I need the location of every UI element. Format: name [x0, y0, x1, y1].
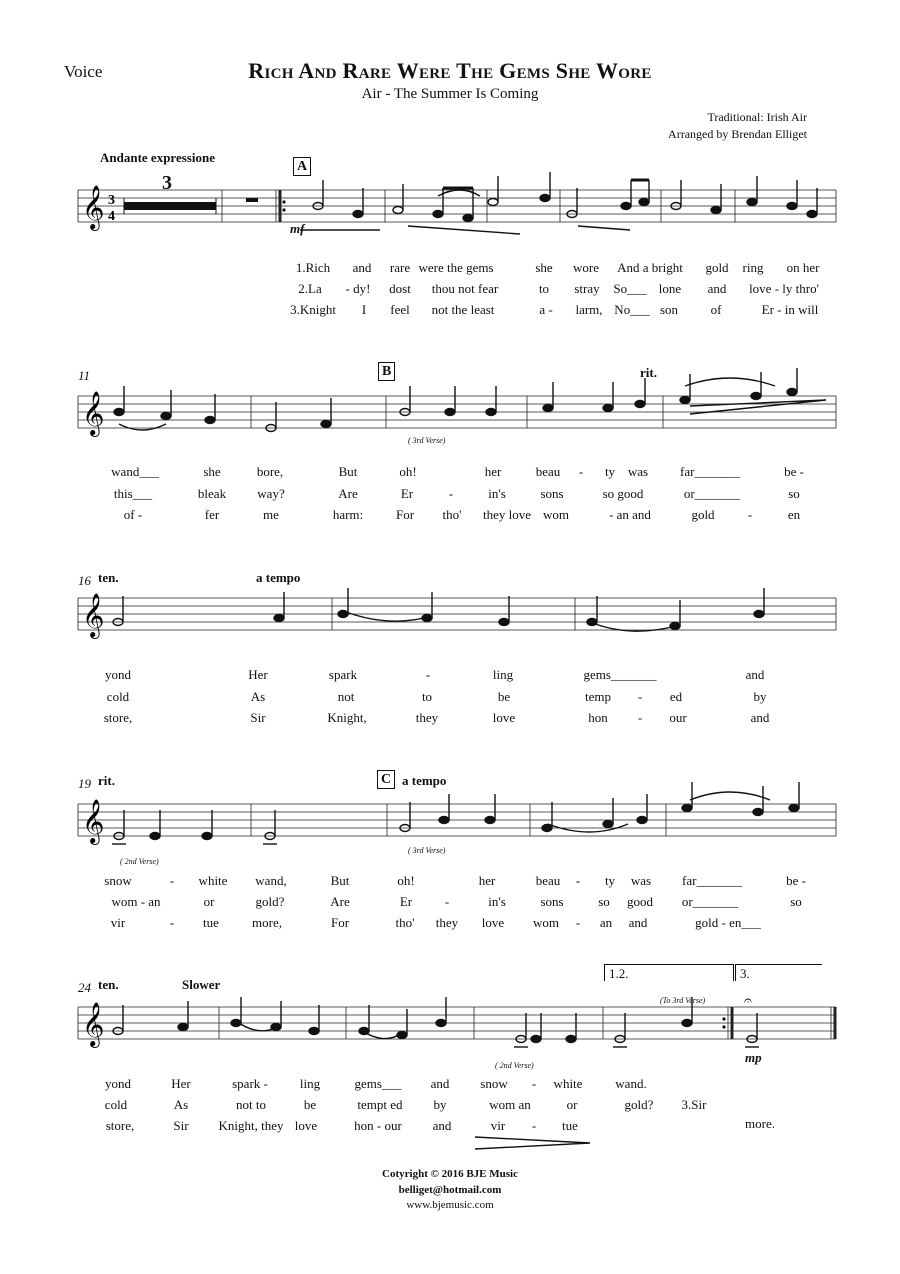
lyric-line: was	[630, 873, 652, 888]
lyric-line: stray	[574, 281, 600, 296]
lyric-line: love	[294, 1118, 318, 1133]
lyric-line: and	[745, 667, 765, 682]
lyric-line: No___	[614, 302, 650, 317]
volta-label-1: 1.2.	[609, 966, 629, 981]
lyric-line: -	[444, 894, 450, 909]
lyric-line: on her	[786, 260, 820, 275]
part-name: Voice	[64, 62, 103, 81]
lyric-line: sons	[540, 894, 564, 909]
lyric-line: -	[575, 873, 581, 888]
lyric-line: by	[433, 1097, 447, 1112]
lyric-line: Sir	[250, 710, 266, 725]
lyric-line: to	[421, 689, 433, 704]
lyric-line: way?	[257, 486, 285, 501]
lyric-line: - an and	[609, 507, 651, 522]
tempo-marking: Andante expressione	[100, 150, 215, 165]
lyric-line: so	[598, 894, 610, 909]
lyric-line: they	[415, 710, 439, 725]
lyric-line: tue	[203, 915, 219, 930]
contact-email[interactable]: belliget@hotmail.com	[398, 1184, 502, 1196]
volta-label-2: 3.	[740, 966, 750, 981]
lyric-line: ty	[604, 464, 616, 479]
measure-number: 19	[78, 776, 91, 791]
lyric-line: they love	[482, 507, 532, 522]
lyric-line: she	[535, 260, 553, 275]
lyric-line: ring	[742, 260, 764, 275]
lyric-line: beau	[535, 873, 561, 888]
lyric-line: feel	[390, 302, 410, 317]
lyric-line: or	[203, 894, 215, 909]
lyric-line: snow	[104, 873, 132, 888]
lyric-line: sons	[540, 486, 564, 501]
lyric-line: -	[637, 689, 643, 704]
measure-number: 11	[78, 368, 91, 383]
lyric-line: -	[448, 486, 454, 501]
lyric-line: cold	[104, 1097, 128, 1112]
lyric-line: ed	[669, 689, 683, 704]
lyric-line: they	[435, 915, 459, 930]
lyric-line: and	[707, 281, 727, 296]
lyric-line: Er	[400, 486, 414, 501]
lyric-line: or_______	[683, 486, 741, 501]
lyric-line: vir	[490, 1118, 506, 1133]
lyric-line: and	[750, 710, 770, 725]
lyric-line: -	[575, 915, 581, 930]
treble-clef-icon: 𝄞	[82, 1002, 105, 1046]
lyric-line: an	[599, 915, 613, 930]
lyric-line: 3.Knight	[290, 302, 336, 317]
lyric-line: 1.Rich	[295, 260, 331, 275]
lyric-line: ling	[492, 667, 514, 682]
lyric-line: yond	[105, 1076, 131, 1091]
lyric-line: bore,	[256, 464, 284, 479]
lyric-line: Knight,	[327, 710, 367, 725]
lyric-line: white	[198, 873, 228, 888]
lyric-line: cold	[106, 689, 130, 704]
lyric-line: beau	[535, 464, 561, 479]
lyric-line: harm:	[332, 507, 364, 522]
lyric-line: son	[659, 302, 679, 317]
lyric-line: gold	[691, 507, 715, 522]
lyric-line: -	[531, 1118, 537, 1133]
staff-system-3	[0, 593, 900, 648]
lyric-line: For	[395, 507, 415, 522]
lyric-line: Are	[330, 894, 350, 909]
treble-clef-icon: 𝄞	[82, 799, 105, 843]
lyric-line: more,	[252, 915, 282, 930]
staff-system-2	[0, 391, 900, 446]
lyric-line: wom	[533, 915, 559, 930]
lyric-line: oh!	[397, 873, 415, 888]
lyric-line: Her	[171, 1076, 191, 1091]
lyric-line: wom - an	[111, 894, 161, 909]
rehearsal-mark-c: C	[377, 770, 395, 789]
lyric-line: this___	[113, 486, 153, 501]
lyric-line: As	[173, 1097, 189, 1112]
lyric-line: As	[250, 689, 266, 704]
copyright-notice: Cotyright © 2016 BJE Music	[382, 1168, 518, 1180]
lyric-line: more.	[745, 1116, 775, 1131]
lyric-line: Are	[338, 486, 358, 501]
lyric-line: white	[553, 1076, 583, 1091]
lyric-line: was	[627, 464, 649, 479]
lyric-line: dost	[389, 281, 411, 296]
lyric-line: store,	[103, 710, 133, 725]
lyric-line: be -	[786, 873, 806, 888]
measure-number: 16	[78, 573, 91, 588]
lyric-line: vir	[110, 915, 126, 930]
lyric-line: -	[425, 667, 431, 682]
lyric-line: spark -	[232, 1076, 268, 1091]
lyric-line: and	[628, 915, 648, 930]
lyric-line: larm,	[575, 302, 603, 317]
lyric-line: snow	[480, 1076, 508, 1091]
lyric-line: tho'	[442, 507, 462, 522]
lyric-line: -	[578, 464, 584, 479]
lyric-line: 2.La	[298, 281, 322, 296]
treble-clef-icon: 𝄞	[82, 185, 105, 229]
score-subtitle: Air - The Summer Is Coming	[361, 86, 539, 102]
lyric-line: love	[481, 915, 505, 930]
to-verse-note: (To 3rd Verse)	[660, 996, 706, 1005]
lyric-line: hon - our	[354, 1118, 402, 1133]
verse-note: ( 3rd Verse)	[408, 436, 446, 445]
lyric-line: far_______	[680, 464, 740, 479]
lyric-line: were the gems	[418, 260, 494, 275]
slower-marking: Slower	[182, 977, 221, 992]
lyric-line: her	[484, 464, 502, 479]
lyric-line: wom	[543, 507, 569, 522]
lyric-line: not to	[236, 1097, 266, 1112]
lyric-line: so	[788, 486, 800, 501]
lyric-line: wand___	[111, 464, 159, 479]
lyric-line: thou not fear	[431, 281, 499, 296]
lyric-line: hon	[588, 710, 608, 725]
staff-system-1	[0, 185, 900, 250]
lyric-line: be	[497, 689, 511, 704]
staff-system-4	[0, 799, 900, 854]
lyric-line: gold	[705, 260, 729, 275]
lyric-line: -	[747, 507, 753, 522]
lyric-line: en	[787, 507, 801, 522]
tenuto-marking: ten.	[98, 570, 119, 585]
rit-marking: rit.	[640, 365, 657, 380]
lyric-line: be	[303, 1097, 317, 1112]
lyric-line: Er	[399, 894, 413, 909]
website-link[interactable]: www.bjemusic.com	[406, 1199, 494, 1211]
lyric-line: lone	[658, 281, 682, 296]
svg-text:4: 4	[108, 209, 115, 224]
lyric-line: Sir	[173, 1118, 189, 1133]
lyric-line: in's	[488, 894, 506, 909]
lyric-line: to	[538, 281, 550, 296]
lyric-line: I	[361, 302, 367, 317]
lyric-line: and	[432, 1118, 452, 1133]
dynamic-mp: mp	[745, 1050, 762, 1065]
lyric-line: tue	[562, 1118, 578, 1133]
rehearsal-mark-b: B	[378, 362, 395, 381]
lyric-line: -	[169, 915, 175, 930]
lyric-line: - dy!	[345, 281, 371, 296]
treble-clef-icon: 𝄞	[82, 391, 105, 435]
lyric-line: not the least	[431, 302, 495, 317]
fermata-icon: 𝄐	[744, 993, 752, 1009]
lyric-line: or_______	[681, 894, 739, 909]
lyric-line: tho'	[395, 915, 415, 930]
lyric-line: me	[263, 507, 279, 522]
lyric-line: ty	[604, 873, 616, 888]
lyric-line: So___	[613, 281, 647, 296]
score-title: Rich And Rare Were The Gems She Wore	[248, 58, 652, 83]
lyric-line: wom an	[489, 1097, 531, 1112]
lyric-line: Her	[248, 667, 268, 682]
lyric-line: -	[169, 873, 175, 888]
verse-note: ( 2nd Verse)	[120, 857, 159, 866]
lyric-line: in's	[488, 486, 506, 501]
composer-credit: Traditional: Irish Air	[707, 110, 807, 124]
lyric-line: spark	[328, 667, 358, 682]
rehearsal-mark-a: A	[293, 157, 311, 176]
lyric-line: she	[203, 464, 221, 479]
svg-text:3: 3	[108, 193, 115, 208]
a-tempo-marking: a tempo	[402, 773, 447, 788]
lyric-line: wore	[573, 260, 599, 275]
lyric-line: For	[330, 915, 350, 930]
lyric-line: and	[352, 260, 372, 275]
lyric-line: love	[492, 710, 516, 725]
lyric-line: by	[753, 689, 767, 704]
lyric-line: store,	[105, 1118, 135, 1133]
notes-system-2	[114, 368, 797, 428]
lyric-line: -	[531, 1076, 537, 1091]
rit-marking: rit.	[98, 773, 115, 788]
verse-note: ( 2nd Verse)	[495, 1061, 534, 1070]
lyric-line: not	[337, 689, 355, 704]
a-tempo-marking: a tempo	[256, 570, 301, 585]
lyric-line: be -	[784, 464, 804, 479]
lyric-line: a -	[539, 302, 553, 317]
lyric-line: wand,	[255, 873, 287, 888]
lyric-line: ling	[299, 1076, 321, 1091]
lyric-line: wand.	[615, 1076, 647, 1091]
lyric-line: bleak	[197, 486, 227, 501]
verse-note: ( 3rd Verse)	[408, 846, 446, 855]
dynamic-mf: mf	[290, 221, 305, 236]
lyric-line: gold?	[624, 1097, 654, 1112]
lyric-line: rare	[389, 260, 411, 275]
lyric-line: fer	[204, 507, 220, 522]
lyric-line: gems_______	[583, 667, 657, 682]
lyric-line: good	[627, 894, 653, 909]
lyric-line: far_______	[682, 873, 742, 888]
treble-clef-icon: 𝄞	[82, 593, 105, 637]
lyric-line: or	[566, 1097, 578, 1112]
multirest-bar-icon	[124, 202, 216, 210]
lyric-line: But	[338, 464, 358, 479]
lyric-line: her	[478, 873, 496, 888]
lyric-line: of -	[123, 507, 143, 522]
lyric-line: of	[710, 302, 722, 317]
lyric-line: gold?	[255, 894, 285, 909]
lyric-line: tempt ed	[357, 1097, 403, 1112]
multirest-count: 3	[162, 172, 172, 194]
lyric-line: gems___	[354, 1076, 402, 1091]
tenuto-marking: ten.	[98, 977, 119, 992]
lyric-line: gold - en___	[695, 915, 761, 930]
lyric-line: But	[330, 873, 350, 888]
lyric-line: love - ly thro'	[749, 281, 819, 296]
lyric-line: -	[637, 710, 643, 725]
lyric-line: so good	[602, 486, 644, 501]
lyric-line: so	[790, 894, 802, 909]
lyric-line: and	[430, 1076, 450, 1091]
lyric-line: 3.Sir	[681, 1097, 707, 1112]
lyric-line: our	[669, 710, 687, 725]
lyric-line: Knight, they	[218, 1118, 284, 1133]
lyric-line: Er - in will	[761, 302, 819, 317]
lyric-line: And a bright	[617, 260, 683, 275]
arranger-credit: Arranged by Brendan Elliget	[668, 127, 807, 141]
lyric-line: oh!	[399, 464, 417, 479]
measure-number: 24	[78, 980, 91, 995]
lyric-line: temp	[585, 689, 611, 704]
lyric-line: yond	[105, 667, 131, 682]
